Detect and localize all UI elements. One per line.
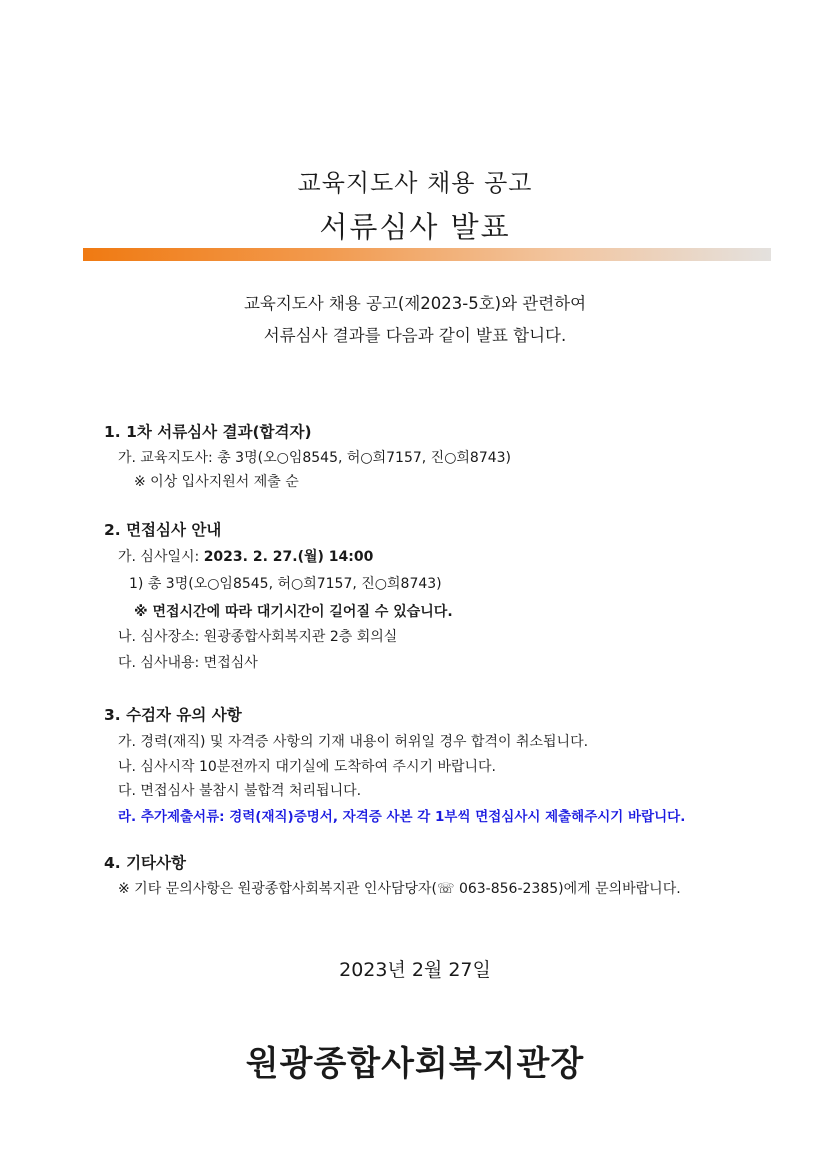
section-3-item-ra: 라. 추가제출서류: 경력(재직)증명서, 자격증 사본 각 1부씩 면접심사시 제출해주시기 바랍니다. bbox=[118, 809, 686, 825]
notice-subtitle: 서류심사 발표 bbox=[319, 210, 511, 244]
section-2-item-da: 다. 심사내용: 면접심사 bbox=[118, 655, 258, 671]
issuer-signature: 원광종합사회복지관장 bbox=[245, 1044, 585, 1084]
section-2-item-ga bbox=[118, 546, 373, 566]
notice-title: 교육지도사 채용 공고 bbox=[297, 169, 533, 197]
title-divider bbox=[83, 248, 771, 261]
section-3-item-da: 다. 면접심사 불참시 불합격 처리됩니다. bbox=[118, 783, 362, 799]
intro-line-1: 교육지도사 채용 공고(제2023-5호)와 관련하여 bbox=[243, 294, 587, 313]
notice-date: 2023년 2월 27일 bbox=[339, 959, 491, 981]
section-1-note: ※ 이상 입사지원서 제출 순 bbox=[134, 474, 299, 490]
section-1-item-ga: 가. 교육지도사: 총 3명(오○임8545, 허○희7157, 진○희8743) bbox=[118, 450, 512, 466]
section-2-heading: 2. 면접심사 안내 bbox=[104, 521, 222, 539]
section-3-item-ga: 가. 경력(재직) 및 자격증 사항의 기재 내용이 허위일 경우 합격이 취소됩니다. bbox=[118, 734, 589, 750]
section-4-note: ※ 기타 문의사항은 원광종합사회복지관 인사담당자(☏ 063-856-2385)에게 문의바랍니다. bbox=[118, 881, 681, 897]
section-3-item-na: 나. 심사시작 10분전까지 대기실에 도착하여 주시기 바랍니다. bbox=[118, 759, 496, 775]
section-2-item-na: 나. 심사장소: 원광종합사회복지관 2층 회의실 bbox=[118, 629, 398, 645]
section-3-heading: 3. 수검자 유의 사항 bbox=[104, 706, 242, 724]
interview-datetime-label: 가. 심사일시: bbox=[118, 549, 204, 565]
section-4-heading: 4. 기타사항 bbox=[104, 854, 186, 872]
section-2-note: ※ 면접시간에 따라 대기시간이 길어질 수 있습니다. bbox=[134, 604, 453, 620]
intro-line-2: 서류심사 결과를 다음과 같이 발표 합니다. bbox=[263, 326, 567, 345]
section-1-heading: 1. 1차 서류심사 결과(합격자) bbox=[104, 423, 312, 441]
section-2-sub-1: 1) 총 3명(오○임8545, 허○희7157, 진○희8743) bbox=[129, 576, 442, 592]
interview-datetime-value: 2023. 2. 27.(월) 14:00 bbox=[203, 549, 374, 565]
